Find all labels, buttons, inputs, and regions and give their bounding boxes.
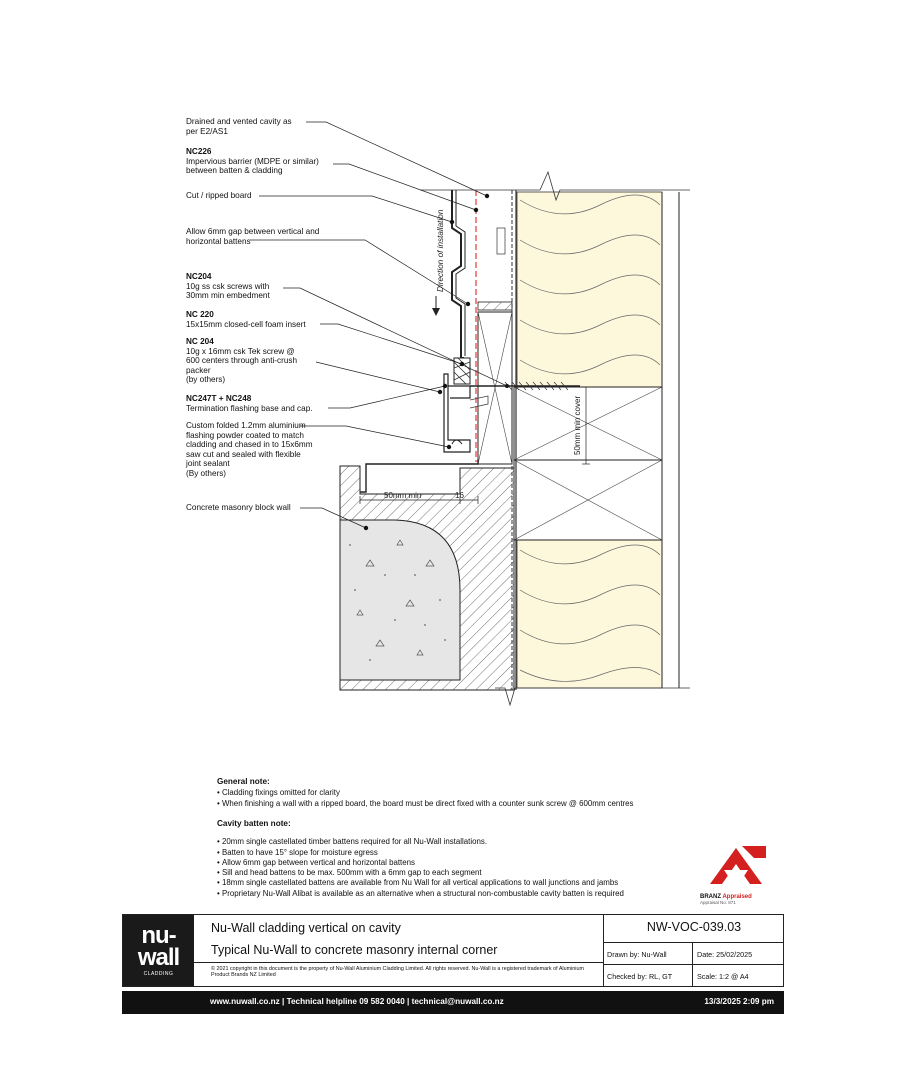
callout-drained-cavity: Drained and vented cavity as per E2/AS1: [186, 117, 292, 136]
footer-bar: [122, 991, 784, 1014]
logo-line2: wall: [137, 944, 180, 971]
callout-nc226: NC226 Impervious barrier (MDPE or similar) between batten & cladding: [186, 147, 319, 176]
dim-16: 16: [455, 491, 464, 500]
logo-line1: nu-: [141, 922, 176, 949]
drawn-by: Drawn by: Nu-Wall: [607, 950, 667, 959]
branz-appraised-badge: [700, 840, 772, 908]
callout-nc247t: NC247T + NC248 Termination flashing base and cap.: [186, 394, 313, 413]
general-note-item: • When finishing a wall with a ripped board, the board must be direct fixed with a counter sunk screw @ 600mm centres: [217, 799, 777, 809]
cladding-profile: [452, 190, 464, 358]
drawing-number: NW-VOC-039.03: [646, 920, 742, 934]
callout-cut-board: Cut / ripped board: [186, 191, 252, 200]
cavity-batten: [478, 228, 512, 464]
callout-custom-flashing: Custom folded 1.2mm aluminium flashing powder coated to match cladding and chased in to 15x6mm saw cut and sealed with flexible joint sealant (By others): [186, 421, 313, 478]
drawing-date: Date: 25/02/2025: [697, 950, 753, 959]
direction-label: Direction of installation: [436, 209, 445, 292]
general-note-item: • Cladding fixings omitted for clarity: [217, 788, 777, 798]
cavity-note-item: • Proprietary Nu-Wall Alibat is available as an alternative when a structural non-combustable cavity batten is required: [217, 889, 777, 899]
branz-logo-icon: [700, 840, 772, 888]
dim-50mm-cover: 50mm min cover: [573, 395, 582, 455]
break-line-bottom: [495, 688, 690, 705]
direction-arrow: [432, 296, 440, 316]
callout-nc220: NC 220 15x15mm closed-cell foam insert: [186, 310, 306, 329]
drawing-subtitle: Typical Nu-Wall to concrete masonry internal corner: [211, 943, 498, 957]
cavity-note-heading: Cavity batten note:: [217, 819, 291, 828]
branz-label2: Appraised: [722, 894, 752, 900]
branz-sub: Appraisal No. 871: [700, 900, 736, 905]
cavity-batten-notes: [217, 819, 777, 899]
general-notes: [217, 777, 777, 809]
cavity-note-item: • 18mm single castellated battens are available from Nu Wall for all vertical applications to wall junctions and jambs: [217, 878, 777, 888]
callout-concrete-wall: Concrete masonry block wall: [186, 503, 291, 512]
footer-contact: www.nuwall.co.nz | Technical helpline 09 582 0040 | technical@nuwall.co.nz: [210, 997, 504, 1006]
cavity-note-item: • Batten to have 15° slope for moisture egress: [217, 848, 777, 858]
callout-nc204-tek: NC 204 10g x 16mm csk Tek screw @ 600 centers through anti-crush packer (by others): [186, 337, 298, 385]
cavity-note-item: • Sill and head battens to be max. 500mm with a 6mm gap to each segment: [217, 868, 777, 878]
logo-sub: CLADDING: [143, 971, 174, 977]
concrete-masonry: [340, 466, 514, 690]
checked-by: Checked by: RL, GT: [607, 972, 673, 981]
title-block: [122, 914, 784, 987]
callout-nc204-screws: NC204 10g ss csk screws with 30mm min embedment: [186, 272, 270, 301]
footer-timestamp: 13/3/2025 2:09 pm: [704, 997, 774, 1006]
cavity-note-item: • 20mm single castellated timber battens required for all Nu-Wall installations.: [217, 837, 777, 847]
copyright-text: © 2021 copyright in this document is the property of Nu-Wall Aluminium Cladding Limited. All rights reserved. Nu-Wall is a registered trademark of Aluminium Product Brands NZ Limited: [211, 966, 584, 979]
dim-50mm-min: 50mm min: [384, 491, 422, 500]
callout-6mm-gap: Allow 6mm gap between vertical and horizontal battens: [186, 227, 320, 246]
drawing-title: Nu-Wall cladding vertical on cavity: [211, 921, 401, 935]
branz-label: BRANZ: [700, 894, 721, 900]
cavity-note-item: • Allow 6mm gap between vertical and horizontal battens: [217, 858, 777, 868]
nuwall-logo: [123, 915, 194, 986]
general-note-heading: General note:: [217, 777, 270, 786]
drawing-scale: Scale: 1:2 @ A4: [697, 972, 749, 981]
